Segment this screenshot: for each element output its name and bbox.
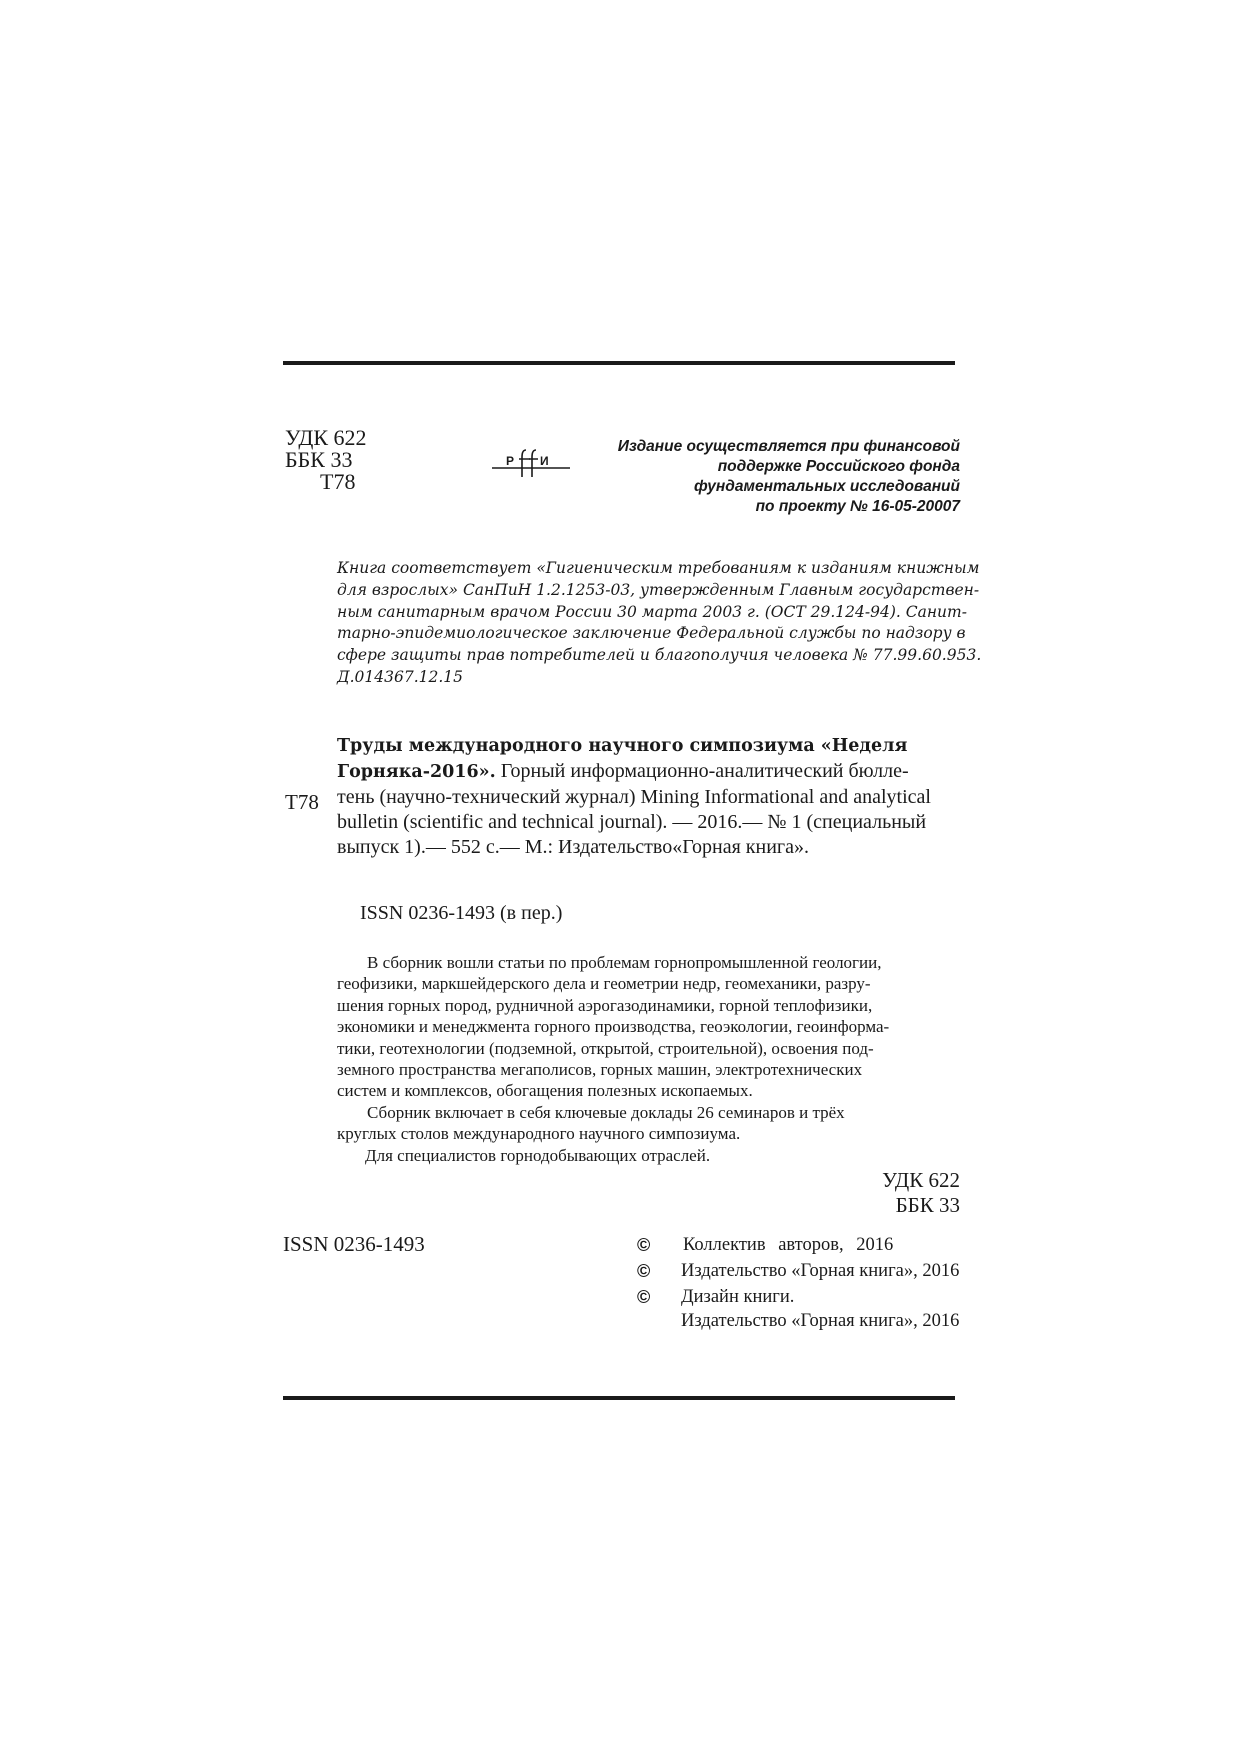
funding-line: по проекту № 16-05-20007	[755, 498, 960, 515]
bbk-code: ББК 33	[285, 447, 353, 472]
hygiene-line: тарно-эпидемиологическое заключение Федеральной службы по надзору в	[337, 624, 966, 643]
copyright-text: Коллектив авторов, 2016	[683, 1235, 894, 1255]
abstract-line: Сборник включает в себя ключевые доклады 26 семинаров и трёх	[367, 1102, 845, 1122]
funding-notice	[560, 437, 960, 517]
bib-description: Горный информационно-аналитический бюлле-	[495, 760, 909, 782]
abstract-line: круглых столов международного научного симпозиума.	[337, 1124, 741, 1144]
abstract-line: В сборник вошли статьи по проблемам горнопромышленной геологии,	[367, 953, 882, 972]
hygiene-line: сфере защиты прав потребителей и благополучия человека № 77.99.60.953.	[337, 646, 982, 665]
hygiene-compliance-note	[337, 558, 982, 689]
bottom-rule	[283, 1396, 955, 1400]
issn-top: ISSN 0236-1493 (в пер.)	[360, 902, 563, 924]
svg-text:Р: Р	[506, 454, 515, 468]
svg-text:И: И	[540, 454, 549, 468]
copyright-publisher: Издательство «Горная книга», 2016	[681, 1311, 960, 1331]
abstract-line: шения горных пород, рудничной аэрогазодинамики, горной теплофизики,	[337, 995, 873, 1015]
abstract-line: тики, геотехнологии (подземной, открытой, строительной), освоения под-	[337, 1038, 874, 1058]
abstract-line: систем и комплексов, обогащения полезных ископаемых.	[337, 1081, 753, 1101]
hygiene-line: ным санитарным врачом России 30 марта 2003 г. (ОСТ 29.124-94). Санит-	[337, 602, 967, 621]
hygiene-line: Книга соответствует «Гигиеническим требованиям к изданиям книжным	[337, 559, 980, 577]
top-rule	[283, 361, 955, 365]
bib-line: bulletin (scientific and technical journal). — 2016.— № 1 (специальный	[337, 811, 927, 833]
copyright-icon: ©	[637, 1287, 651, 1307]
classification-codes-right	[760, 1168, 960, 1218]
copyright-design: Дизайн книги.	[681, 1287, 795, 1307]
audience-line: Для специалистов горнодобывающих отраслей.	[365, 1145, 711, 1165]
funding-line: Издание осуществляется при финансовой	[617, 438, 960, 455]
udk-code: УДК 622	[285, 425, 367, 450]
abstract-line: экономики и менеджмента горного производства, геоэкологии, геоинформа-	[337, 1017, 890, 1037]
abstract-line: геофизики, маркшейдерского дела и геометрии недр, геомеханики, разру-	[337, 974, 871, 994]
abstract	[337, 952, 977, 1166]
rffi-logo-icon	[492, 446, 570, 480]
hygiene-line: Д.014367.12.15	[337, 667, 463, 686]
bib-title: Труды международного научного симпозиума «Неделя	[337, 736, 908, 756]
funding-line: поддержке Российского фонда	[717, 458, 960, 475]
abstract-line: земного пространства мегаполисов, горных машин, электротехнических	[337, 1060, 863, 1080]
bbk-code: ББК 33	[895, 1193, 960, 1217]
copyright-text: Издательство «Горная книга», 2016	[681, 1261, 960, 1281]
hygiene-line: для взрослых» СанПиН 1.2.1253-03, утвержденным Главным государствен-	[337, 580, 980, 599]
issn-bottom: ISSN 0236-1493	[283, 1232, 425, 1256]
author-mark: Т78	[320, 469, 356, 494]
bib-title-cont: Горняка-2016».	[337, 762, 496, 782]
bib-author-mark: Т78	[285, 790, 319, 814]
bibliographic-record	[337, 733, 977, 860]
funding-line: фундаментальных исследований	[693, 478, 960, 495]
copyright-text	[681, 1285, 959, 1333]
bib-line: тень (научно-технический журнал) Mining Informational and analytical	[337, 786, 931, 808]
copyright-icon: ©	[637, 1261, 651, 1281]
udk-code: УДК 622	[882, 1168, 960, 1192]
copyright-icon: ©	[637, 1235, 651, 1255]
classification-codes	[285, 427, 367, 493]
bib-line: выпуск 1).— 552 с.— М.: Издательство«Горная книга».	[337, 836, 810, 858]
